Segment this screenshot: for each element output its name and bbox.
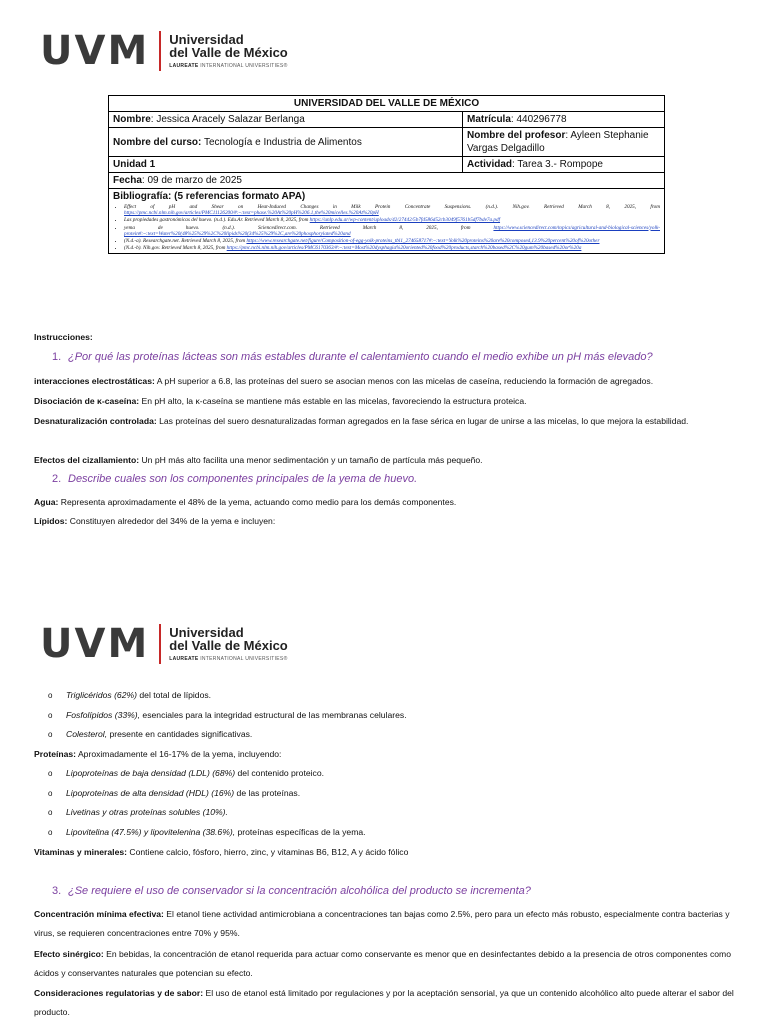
lipid-item: o Triglicéridos (62%) del total de lípidos.: [48, 686, 211, 705]
reference-link[interactable]: https://pmc.ncbi.nlm.nih.gov/articles/PMC11126200/#:~:text=phase.%20At%20pH%206.1,the%20micelles.%20At%20pH: [124, 210, 379, 217]
q1-answer-1: interacciones electrostáticas: A pH superior a 6.8, las proteínas del suero se asocian menos con las micelas de caseína, reduciendo la formación de agregados.: [34, 376, 654, 386]
uvm-mark: UVM: [40, 621, 150, 667]
logo-separator: [159, 624, 161, 664]
question-1: 1. ¿Por qué las proteínas lácteas son más estables durante el calentamiento cuando el medio exhibe un pH más elevado?: [52, 351, 653, 363]
reference-link[interactable]: https://pmc.ncbi.nlm.nih.gov/articles/PMC6170363/#:~:text=Most%20dysphagia%20oriented%20food%20products,starch%20based%2C%20gum%20based%20or%20a: [226, 245, 582, 252]
logo-name-line1: Universidad: [169, 625, 244, 640]
q2-proteinas: Proteínas: Aproximadamente el 16-17% de la yema, incluyendo:: [34, 749, 282, 759]
logo-name-line2: del Valle de México: [169, 45, 288, 60]
protein-item: o Lipovitelina (47.5%) y lipovitelenina (38.6%), proteínas específicas de la yema.: [48, 823, 366, 842]
q2-vitaminas: Vitaminas y minerales: Contiene calcio, fósforo, hierro, zinc, y vitaminas B6, B12, A y ácido fólico: [34, 847, 409, 857]
reference-item: • Las propiedades gastronómicas del huevo. (n.d.). Edu.Ar. Retrieved March 8, 2025, from https://unlp.edu.ar/wp-content/uploads/42/27442/5b7fd586d52cb3049f5761b5df7bde7a.pdf: [124, 217, 660, 223]
instructions-heading: Instrucciones:: [34, 332, 93, 342]
bullet-circle-icon: o: [48, 789, 53, 798]
reference-item: • (N.d.-a). Researchgate.net. Retrieved March 8, 2025, from https://www.researchgate.net/figure/Composition-of-egg-yolk-proteins_tbl1_274658717#:~:text=Yolk%20proteins%20are%20composed,13.9%20percent%20of%20other: [124, 238, 660, 244]
bullet-circle-icon: o: [48, 769, 53, 778]
bibliography-label: Bibliografía: (5 referencias formato APA): [113, 191, 306, 202]
course-name-cell: Nombre del curso: Tecnología e Industria de Alimentos: [109, 128, 463, 157]
bullet-circle-icon: o: [48, 730, 53, 739]
logo-names: [169, 33, 288, 69]
question-3: 3. ¿Se requiere el uso de conservador si la concentración alcohólica del producto se incrementa?: [52, 885, 531, 897]
logo-names: [169, 626, 288, 662]
q3-answer-3: Consideraciones regulatorias y de sabor: El uso de etanol está limitado por regulaciones y por la aceptación sensorial, ya que un contenido alcohólico alto puede alterar el sabor del producto.: [34, 988, 734, 1017]
student-name-cell: Nombre: Jessica Aracely Salazar Berlanga: [109, 112, 463, 128]
q3-answer-1: Concentración mínima efectiva: El etanol tiene actividad antimicrobiana a concentraciones tan bajas como 2.5%, pero para un efecto más robusto, especialmente contra bacterias y virus, se requieren concentraciones entre 70% y 95%.: [34, 909, 730, 938]
logo-name-line2: del Valle de México: [169, 638, 288, 653]
logo-separator: [159, 31, 161, 71]
date-cell: Fecha: 09 de marzo de 2025: [109, 173, 665, 189]
reference-item: • yema de huevo. (n.d.). Sciencedirect.com. Retrieved March 8, 2025, from https://www.sciencedirect.com/topics/agricultural-and-biological-sciences/yolk-protein#:~:text=Water%20(48%25%29%2C%20lipids%20(34%25%29%2C,are%20phosphorylated%20and: [124, 225, 660, 237]
reference-list: [113, 204, 660, 251]
protein-item: o Livetinas y otras proteínas solubles (10%).: [48, 803, 228, 822]
protein-item: o Lipoproteínas de baja densidad (LDL) (68%) del contenido proteico.: [48, 764, 324, 783]
reference-link[interactable]: https://www.researchgate.net/figure/Composition-of-egg-yolk-proteins_tbl1_274658717#:~:text=Yolk%20proteins%20are%20composed,13.9%20percent%20of%20other: [246, 238, 600, 245]
reference-link[interactable]: https://www.sciencedirect.com/topics/agricultural-and-biological-sciences/yolk-protein#:~:text=Water%20(48%25%29%2C%20lipids%20(34%25%29%2C,are%20phosphorylated%20and: [124, 224, 660, 237]
uvm-mark: UVM: [40, 28, 150, 74]
table-title: UNIVERSIDAD DEL VALLE DE MÉXICO: [109, 96, 665, 112]
lipid-item: o Colesterol, presente en cantidades significativas.: [48, 725, 252, 744]
uvm-logo: [40, 28, 288, 74]
question-2: 2. Describe cuales son los componentes principales de la yema de huevo.: [52, 473, 418, 485]
info-table: [108, 95, 665, 254]
professor-cell: Nombre del profesor: Ayleen Stephanie Vargas Delgadillo: [463, 128, 665, 157]
bullet-circle-icon: o: [48, 808, 53, 817]
q2-agua: Agua: Representa aproximadamente el 48% de la yema, actuando como medio para los demás componentes.: [34, 497, 457, 507]
matricula-cell: Matrícula: 440296778: [463, 112, 665, 128]
reference-item: • (N.d.-b). Nih.gov. Retrieved March 8, 2025, from https://pmc.ncbi.nlm.nih.gov/articles/PMC6170363/#:~:text=Most%20dysphagia%20oriented%20food%20products,starch%20based%2C%20gum%20based%20or%20a: [124, 245, 660, 251]
activity-cell: Actividad: Tarea 3.- Rompope: [463, 157, 665, 173]
lipid-item: o Fosfolípidos (33%), esenciales para la integridad estructural de las membranas celulares.: [48, 706, 407, 725]
bibliography-cell: [109, 189, 665, 254]
bullet-circle-icon: o: [48, 828, 53, 837]
logo-tagline: LAUREATE INTERNATIONAL UNIVERSITIES®: [169, 656, 288, 662]
bullet-circle-icon: o: [48, 691, 53, 700]
logo-name-line1: Universidad: [169, 32, 244, 47]
bullet-circle-icon: o: [48, 711, 53, 720]
reference-link[interactable]: https://unlp.edu.ar/wp-content/uploads/42/27442/5b7fd586d52cb3049f5761b5df7bde7a.pdf: [309, 217, 501, 224]
q1-answer-4: Efectos del cizallamiento: Un pH más alto facilita una menor sedimentación y un tamaño de partícula más pequeño.: [34, 455, 483, 465]
q1-answer-3: Desnaturalización controlada: Las proteínas del suero desnaturalizadas forman agregados en la fase sérica en lugar de unirse a las micelas, lo que mejora la estabilidad.: [34, 416, 689, 426]
reference-item: • Effect of pH and Shear on Heat-Induced Changes in Milk Protein Concentrate Suspensions. (n.d.). Nih.gov. Retrieved March 8, 2025, from https://pmc.ncbi.nlm.nih.gov/articles/PMC11126200/#:~:text=phase.%20At%20pH%206.1,the%20micelles.%20At%20pH: [124, 204, 660, 216]
q3-answer-2: Efecto sinérgico: En bebidas, la concentración de etanol requerida para actuar como conservante es menor que en desinfectantes debido a la presencia de otros componentes como ácidos y conservantes naturales que potencian su efecto.: [34, 949, 731, 978]
q2-lipidos: Lípidos: Constituyen alrededor del 34% de la yema e incluyen:: [34, 516, 276, 526]
unit-cell: Unidad 1: [109, 157, 463, 173]
logo-tagline: LAUREATE INTERNATIONAL UNIVERSITIES®: [169, 63, 288, 69]
q1-answer-2: Disociación de κ-caseína: En pH alto, la κ-caseína se mantiene más estable en las micelas, favoreciendo la estructura proteica.: [34, 396, 527, 406]
protein-item: o Lipoproteínas de alta densidad (HDL) (16%) de las proteínas.: [48, 784, 300, 803]
uvm-logo: [40, 621, 288, 667]
